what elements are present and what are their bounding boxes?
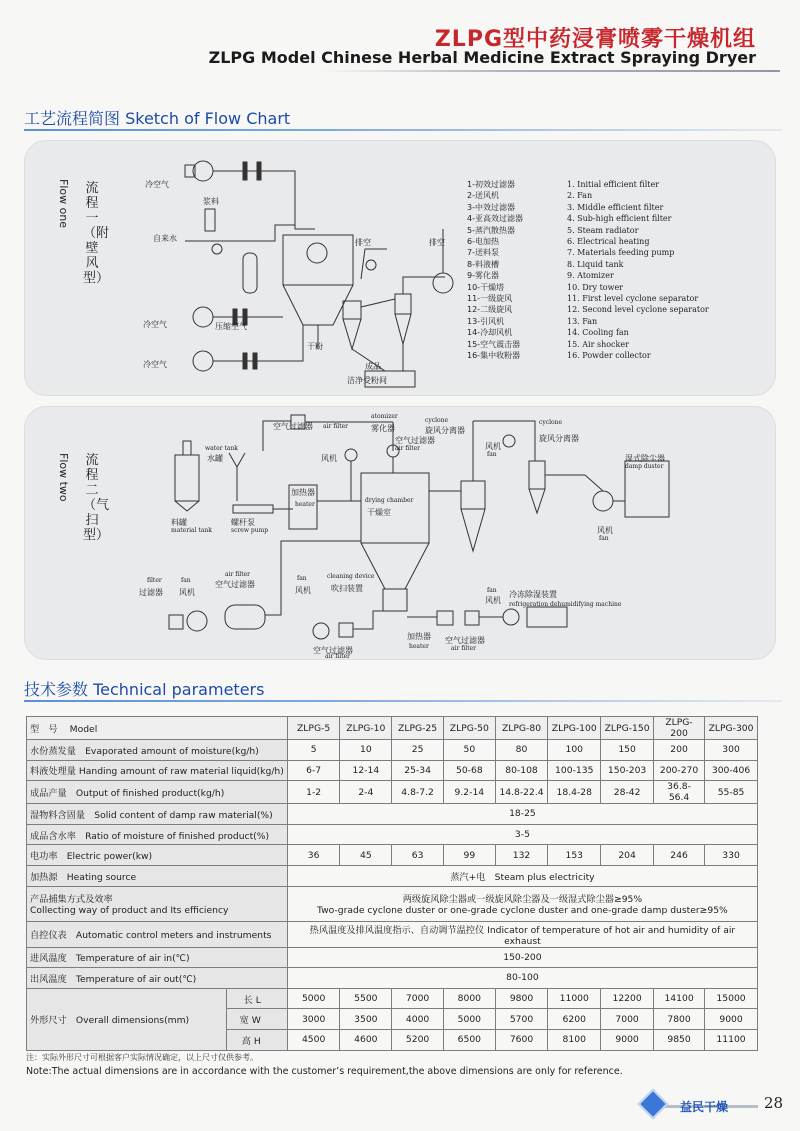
label-fan-bottom-en: fan: [297, 575, 307, 582]
table-cell: 150-203: [601, 760, 654, 781]
label-air-filter-top-cn: 空气过滤器: [273, 422, 313, 431]
row-label: 料液处理量 Handing amount of raw material liquid(kg/h): [27, 760, 288, 781]
table-cell: 200-270: [654, 760, 705, 781]
table-cell: 6200: [548, 1009, 601, 1030]
collecting-label-en: Collecting way of product and Its efficiency: [30, 905, 229, 917]
legend-en-item: 14. Cooling fan: [567, 328, 629, 338]
table-cell: 36.8-56.4: [654, 781, 705, 804]
table-row: [27, 845, 758, 866]
model-cell: ZLPG-10: [340, 717, 392, 740]
table-cell: 80: [495, 740, 548, 761]
label-fan-left-en: fan: [181, 577, 191, 584]
label-cyclone-right-cn: 旋风分离器: [539, 434, 579, 443]
table-row: [27, 824, 758, 845]
fan-14-mid: [193, 307, 213, 327]
legend-cn-item: 15-空气震击器: [467, 339, 521, 349]
row-label: 湿物料含固量 Solid content of damp raw material(%): [27, 804, 288, 825]
row-label: 加热源 Heating source: [27, 865, 288, 886]
table-cell: 200: [654, 740, 705, 761]
label-filter-left-en: filter: [147, 577, 162, 584]
label-air-filter-mid-en: air filter: [395, 445, 421, 452]
table-cell: 蒸汽+电 Steam plus electricity: [287, 865, 757, 886]
label-air-filter-bottom-en: air filter: [325, 653, 351, 660]
table-row: [27, 886, 758, 921]
label-air-filter-mid-cn: 空气过滤器: [395, 436, 435, 445]
table-cell: 50-68: [443, 760, 495, 781]
table-cell: 热风温度及排风温度指示、自动调节温控仪 Indicator of temperature of hot air and humidity of air exhaust: [287, 921, 757, 947]
slurry-tank: [205, 209, 215, 231]
label-dry-powder: 干粉: [307, 342, 323, 351]
label-cyclone-right-en: cyclone: [539, 419, 563, 426]
legend-cn-item: 16-集中收粉器: [467, 351, 521, 361]
label-material-tank-cn: 料罐: [171, 518, 187, 527]
label-exhaust-1: 排空: [355, 238, 371, 247]
tech-section-title: 技术参数 Technical parameters: [24, 680, 265, 699]
legend-cn-item: 10-干燥塔: [467, 282, 505, 292]
table-cell: 204: [601, 845, 654, 866]
label-fan-bottom-cn: 风机: [295, 586, 311, 595]
table-cell: 80-108: [495, 760, 548, 781]
label-screw-pump-cn: 螺杆泵: [231, 518, 255, 527]
label-exhaust-2: 排空: [429, 238, 445, 247]
table-cell: 5500: [340, 988, 392, 1009]
label-fan-top-cn: 风机: [485, 442, 501, 451]
label-fan-mid-cn: 风机: [321, 454, 337, 463]
table-cell: 5000: [443, 1009, 495, 1030]
legend-en-item: 8. Liquid tank: [567, 259, 624, 269]
atomizer: [307, 243, 327, 263]
table-cell: 6-7: [287, 760, 340, 781]
label-heater-en: heater: [295, 501, 315, 508]
table-cell: 7000: [601, 1009, 654, 1030]
table-row: [27, 781, 758, 804]
table-cell: 80-100: [287, 968, 757, 989]
legend-en-item: 6. Electrical heating: [567, 237, 650, 247]
table-cell: 9.2-14: [443, 781, 495, 804]
legend-cn-item: 3-中效过滤器: [467, 202, 515, 212]
table-cell: 9000: [601, 1029, 654, 1050]
header-divider: [320, 70, 780, 72]
label-cold-air-1: 冷空气: [145, 180, 169, 189]
label-damp-duster-en: damp duster: [625, 463, 664, 470]
label-air-filter-br-cn: 空气过滤器: [445, 636, 485, 645]
table-cell: 15000: [705, 988, 758, 1009]
row-label: [27, 886, 288, 921]
label-heater-bottom-en: heater: [409, 643, 429, 650]
pump-7: [212, 244, 222, 254]
header-model-label: 型 号 Model: [27, 717, 288, 740]
table-cell: 99: [443, 845, 495, 866]
table-cell: 25: [392, 740, 444, 761]
model-cell: ZLPG-100: [548, 717, 601, 740]
fan-2-top: [193, 161, 213, 181]
label-tap-water: 自来水: [153, 234, 177, 243]
fan-13: [433, 273, 453, 293]
table-cell: 150: [601, 740, 654, 761]
legend-cn-item: 13-引风机: [467, 316, 505, 326]
table-cell: 12-14: [340, 760, 392, 781]
table-cell: 9800: [495, 988, 548, 1009]
legend-en-item: 1. Initial efficient filter: [567, 180, 660, 189]
fan-left: [187, 611, 207, 631]
label-air-filter-bottom-cn: 空气过滤器: [313, 646, 353, 655]
table-cell: 63: [392, 845, 444, 866]
table-cell: 25-34: [392, 760, 444, 781]
row-label: 自控仪表 Automatic control meters and instruments: [27, 921, 288, 947]
table-cell: 4.8-7.2: [392, 781, 444, 804]
fan-exhaust: [366, 260, 376, 270]
screw-pump: [233, 505, 273, 513]
legend-cn-item: 7-送料泵: [467, 248, 499, 258]
legend-cn-item: 1-初效过滤器: [467, 180, 515, 189]
label-heater-bottom-cn: 加热器: [407, 632, 431, 641]
fan-mid: [345, 449, 357, 461]
label-atomizer-en: atomizer: [371, 413, 398, 420]
table-cell: 330: [705, 845, 758, 866]
label-cleaning-device-cn: 吹扫装置: [331, 584, 363, 593]
material-tank: [175, 455, 199, 501]
table-cell: 7600: [495, 1029, 548, 1050]
table-row: [27, 947, 758, 968]
note-english: Note:The actual dimensions are in accordance with the customer’s requirement,the above dimensions are only for reference.: [26, 1066, 623, 1077]
table-cell: 1-2: [287, 781, 340, 804]
fan-14-bottom: [193, 351, 213, 371]
model-cell: ZLPG-25: [392, 717, 444, 740]
table-cell: 36: [287, 845, 340, 866]
label-air-filter-top-en: air filter: [323, 423, 349, 430]
label-heater-cn: 加热器: [291, 488, 315, 497]
table-cell: 55-85: [705, 781, 758, 804]
label-compressed-air: 压缩空气: [215, 322, 247, 331]
title-english: ZLPG Model Chinese Herbal Medicine Extract Spraying Dryer: [208, 48, 756, 67]
label-cleaning-device-en: cleaning device: [327, 573, 375, 580]
table-cell: 300-406: [705, 760, 758, 781]
table-cell: 5200: [392, 1029, 444, 1050]
table-cell: 4500: [287, 1029, 340, 1050]
table-cell: 45: [340, 845, 392, 866]
legend-cn-item: 4-亚高效过滤器: [467, 214, 523, 224]
table-cell: [287, 886, 757, 921]
label-refrigeration-cn: 冷冻除湿装置: [509, 590, 557, 599]
row-label: 出风温度 Temperature of air out(℃): [27, 968, 288, 989]
label-fan-right-cn: 风机: [597, 526, 613, 535]
table-cell: 8100: [548, 1029, 601, 1050]
table-cell: 2-4: [340, 781, 392, 804]
dry-tower: [283, 235, 353, 285]
legend-en-item: 13. Fan: [567, 316, 598, 326]
model-cell: ZLPG-150: [601, 717, 654, 740]
dim-sub-label: 长 L: [227, 988, 287, 1009]
label-air-filter-left-cn: 空气过滤器: [215, 580, 255, 589]
label-fan-left-cn: 风机: [179, 588, 195, 597]
legend-en-item: 15. Air shocker: [567, 339, 629, 349]
label-water-tank-cn: 水罐: [207, 454, 223, 463]
table-cell: 246: [654, 845, 705, 866]
table-cell: 150-200: [287, 947, 757, 968]
label-cyclone-cn: 旋风分离器: [425, 426, 465, 435]
collecting-value-en: Two-grade cyclone duster or one-grade cyclone duster and one-grade damp duster≥95%: [317, 905, 728, 917]
brand-logo-icon: [637, 1088, 668, 1119]
flow-one-panel: [24, 140, 776, 396]
label-product: 成品: [365, 362, 381, 371]
note-chinese: 注：实际外形尺寸可根据客户实际情况确定，以上尺寸仅供参考。: [26, 1053, 258, 1062]
table-cell: 8000: [443, 988, 495, 1009]
page-header: [0, 0, 800, 90]
legend-en-item: 16. Powder collector: [567, 351, 651, 361]
row-label: 电功率 Electric power(kw): [27, 845, 288, 866]
table-cell: 132: [495, 845, 548, 866]
fan-bottom: [313, 623, 329, 639]
legend-en-item: 5. Steam radiator: [567, 225, 639, 235]
legend-en-item: 9. Atomizer: [567, 271, 614, 281]
table-cell: 3000: [287, 1009, 340, 1030]
legend-en-item: 3. Middle efficient filter: [567, 202, 664, 212]
table-cell: 7800: [654, 1009, 705, 1030]
label-screw-pump-en: screw pump: [231, 527, 269, 534]
legend-cn-item: 14-冷却风机: [467, 328, 513, 338]
table-cell: 14.8-22.4: [495, 781, 548, 804]
table-cell: 6500: [443, 1029, 495, 1050]
air-filter-left: [225, 605, 265, 629]
flow-two-title-en: Flow two: [57, 453, 70, 502]
table-row: [27, 717, 758, 740]
label-clean-room: 洁净受粉间: [347, 376, 387, 385]
table-cell: 3-5: [287, 824, 757, 845]
label-fan-right-en: fan: [599, 535, 609, 542]
legend-en-item: 10. Dry tower: [567, 282, 624, 292]
table-cell: 9000: [705, 1009, 758, 1030]
table-cell: 3500: [340, 1009, 392, 1030]
row-label: 成品产量 Output of finished product(kg/h): [27, 781, 288, 804]
model-cell: ZLPG-5: [287, 717, 340, 740]
label-fan-br-en: fan: [487, 587, 497, 594]
table-row: [27, 968, 758, 989]
row-label: 进风温度 Temperature of air in(℃): [27, 947, 288, 968]
model-cell: ZLPG-50: [443, 717, 495, 740]
legend-cn-item: 12-二级旋风: [467, 305, 513, 315]
label-air-filter-left-en: air filter: [225, 571, 251, 578]
flow-one-diagram: [125, 149, 465, 393]
table-cell: 300: [705, 740, 758, 761]
page-number: 28: [764, 1094, 784, 1112]
legend-en-item: 11. First level cyclone separator: [567, 294, 699, 304]
refrigeration-unit: [527, 607, 567, 627]
cyclone-right: [529, 461, 545, 489]
table-cell: 9850: [654, 1029, 705, 1050]
collecting-value-cn: 两级旋风除尘器或一级旋风除尘器及一级湿式除尘器≥95%: [402, 894, 643, 906]
table-cell: 153: [548, 845, 601, 866]
tech-section-underline: [24, 700, 782, 702]
table-cell: 7000: [392, 988, 444, 1009]
table-row: [27, 921, 758, 947]
label-fan-top-en: fan: [487, 451, 497, 458]
legend-cn-item: 2-送风机: [467, 191, 499, 201]
table-row: [27, 988, 758, 1009]
fan-right: [593, 491, 613, 511]
fan-br: [503, 609, 519, 625]
fan-top-2: [503, 435, 515, 447]
label-cold-air-2: 冷空气: [143, 320, 167, 329]
dim-sub-label: 高 H: [227, 1029, 287, 1050]
legend-cn-item: 11-一级旋风: [467, 294, 513, 304]
model-cell: ZLPG-300: [705, 717, 758, 740]
table-row: [27, 740, 758, 761]
filter-3: [243, 162, 247, 180]
air-filter-br: [465, 611, 479, 625]
flow-two-panel: [24, 406, 776, 660]
label-drying-chamber-cn: 干燥室: [367, 508, 391, 517]
legend-en-item: 12. Second level cyclone separator: [567, 305, 709, 315]
label-refrigeration-en: refrigeration dehumidifying machine: [509, 601, 622, 608]
table-cell: 4000: [392, 1009, 444, 1030]
label-cold-air-3: 冷空气: [143, 360, 167, 369]
filter-4: [257, 162, 261, 180]
flow-section-underline: [24, 129, 782, 131]
flow-one-title-en: Flow one: [57, 179, 70, 229]
heater-bottom: [437, 611, 453, 625]
legend-cn-item: 6-电加热: [467, 237, 499, 247]
row-label: 水份蒸发量 Evaporated amount of moisture(kg/h): [27, 740, 288, 761]
title-chinese: ZLPG型中药浸膏喷雾干燥机组: [434, 27, 756, 52]
label-water-tank-en: water tank: [205, 445, 238, 452]
parameters-table: [26, 716, 758, 1051]
air-filter-bottom: [339, 623, 353, 637]
row-label: 外形尺寸 Overall dimensions(mm): [27, 988, 227, 1050]
table-cell: 14100: [654, 988, 705, 1009]
label-material-tank-en: material tank: [171, 527, 212, 534]
table-cell: 28-42: [601, 781, 654, 804]
label-drying-chamber-en: drying chamber: [365, 497, 414, 504]
table-cell: 5000: [287, 988, 340, 1009]
footer-brand: 益民干燥: [680, 1100, 729, 1114]
table-cell: 4600: [340, 1029, 392, 1050]
table-cell: 12200: [601, 988, 654, 1009]
table-row: [27, 760, 758, 781]
flow-one-legend-en: [567, 179, 709, 362]
table-cell: 11000: [548, 988, 601, 1009]
row-label: 成品含水率 Ratio of moisture of finished product(%): [27, 824, 288, 845]
cyclone-12: [395, 294, 411, 314]
legend-en-item: 4. Sub-high efficient filter: [567, 214, 672, 224]
cyclone-11: [343, 301, 361, 319]
table-cell: 100: [548, 740, 601, 761]
cyclone-main: [461, 481, 485, 509]
table-cell: 5: [287, 740, 340, 761]
flow-section-title: 工艺流程简图 Sketch of Flow Chart: [24, 109, 291, 128]
flow-one-title-cn: 流程一（附壁风型）: [83, 181, 110, 286]
label-cyclone-en: cyclone: [425, 417, 449, 424]
table-row: [27, 804, 758, 825]
label-damp-duster-cn: 湿式除尘器: [625, 454, 665, 463]
legend-cn-item: 8-料液槽: [467, 259, 499, 269]
filter-left: [169, 615, 183, 629]
label-air-filter-br-en: air filter: [451, 645, 477, 652]
model-cell: ZLPG-200: [654, 717, 705, 740]
legend-cn-item: 5-蒸汽散热器: [467, 225, 515, 235]
label-atomizer-cn: 雾化器: [371, 424, 395, 433]
label-slurry: 浆料: [203, 197, 219, 206]
collecting-label-cn: 产品捕集方式及效率: [30, 894, 113, 906]
table-cell: 11100: [705, 1029, 758, 1050]
table-cell: 10: [340, 740, 392, 761]
model-cell: ZLPG-80: [495, 717, 548, 740]
legend-cn-item: 9-雾化器: [467, 271, 499, 281]
dim-sub-label: 宽 W: [227, 1009, 287, 1030]
legend-en-item: 7. Materials feeding pump: [567, 248, 675, 258]
flow-two-title-cn: 流程二（气扫型）: [83, 453, 110, 543]
table-cell: 18-25: [287, 804, 757, 825]
legend-en-item: 2. Fan: [567, 191, 593, 201]
table-cell: 18.4-28: [548, 781, 601, 804]
table-cell: 50: [443, 740, 495, 761]
table-cell: 100-135: [548, 760, 601, 781]
flow-one-legend-cn: [467, 179, 523, 362]
label-filter-left-cn: 过滤器: [139, 588, 163, 597]
table-row: [27, 865, 758, 886]
tank-8: [243, 253, 257, 293]
label-fan-br-cn: 风机: [485, 596, 501, 605]
table-cell: 5700: [495, 1009, 548, 1030]
